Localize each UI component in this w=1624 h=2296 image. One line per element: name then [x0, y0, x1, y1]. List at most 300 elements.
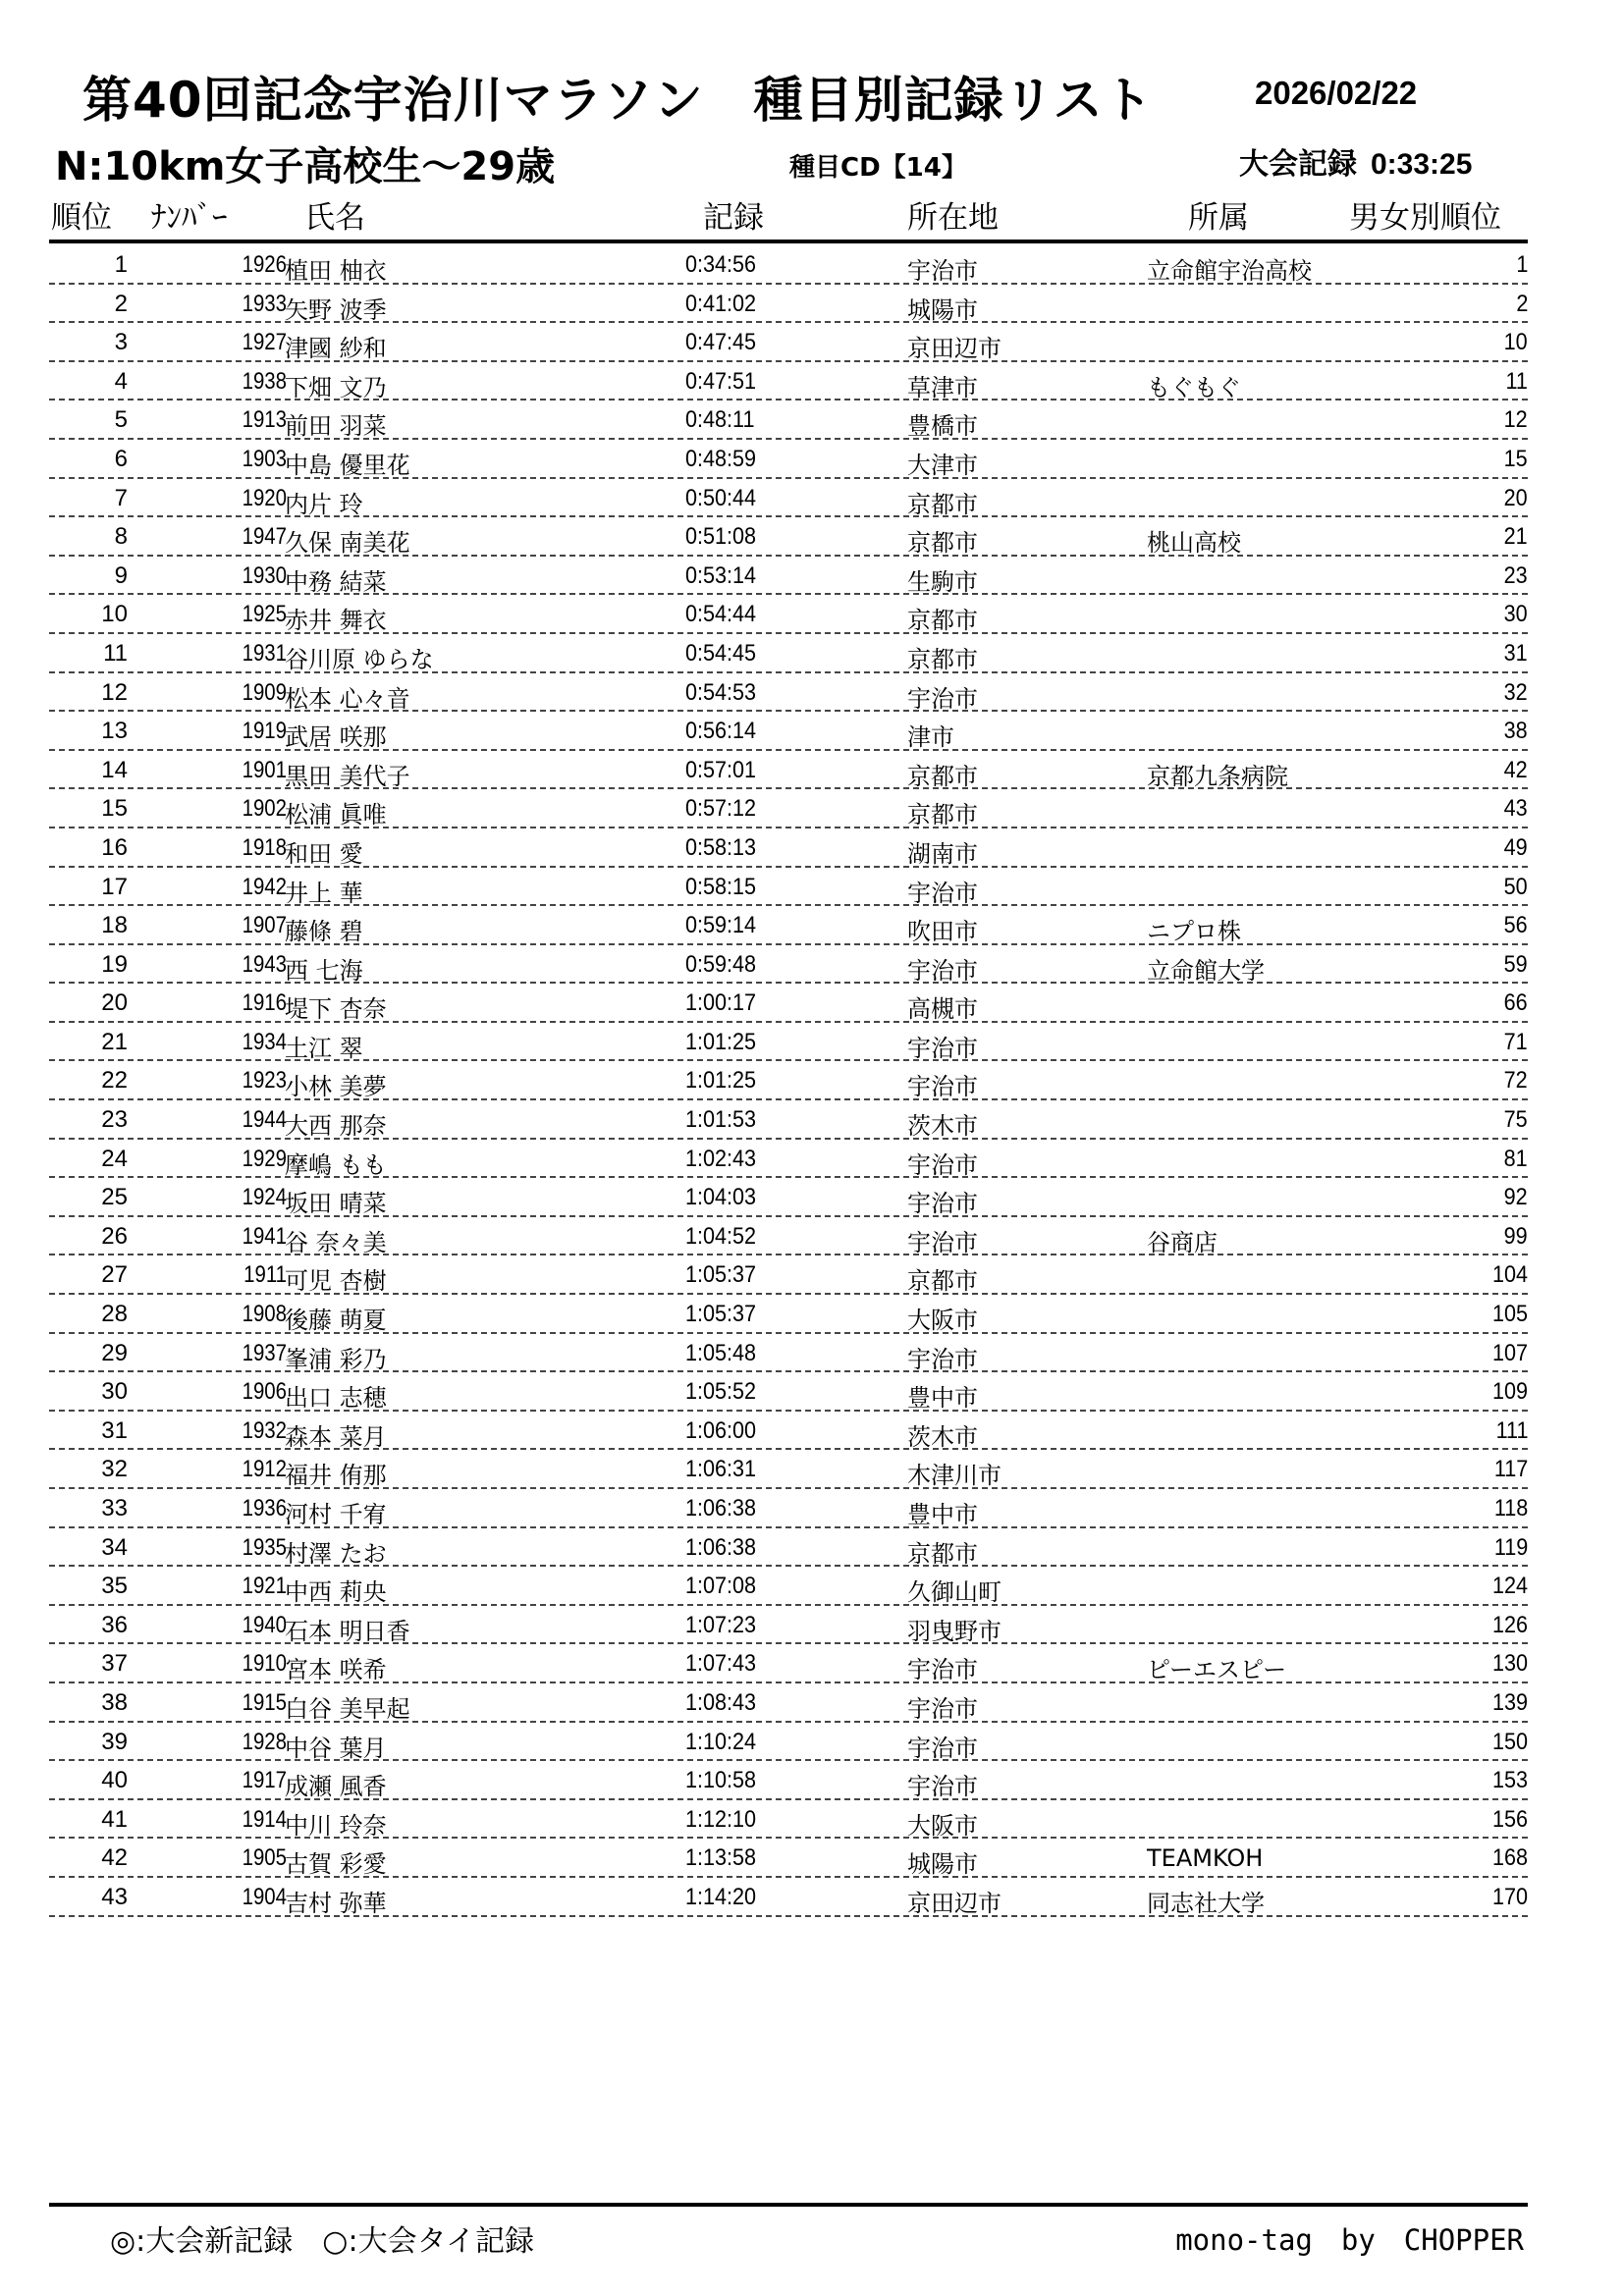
table-row: [49, 1761, 1528, 1800]
location-cell: 宇治市: [907, 956, 978, 985]
col-time: 記録: [703, 200, 764, 236]
bib-cell: 1925: [242, 601, 287, 628]
col-rank: 順位: [51, 200, 112, 236]
rank-cell: 9: [114, 561, 128, 589]
rank-cell: 23: [101, 1106, 128, 1134]
name-cell: 福井 侑那: [285, 1462, 387, 1490]
location-cell: 大阪市: [907, 1307, 978, 1335]
time-cell: 1:05:48: [685, 1339, 757, 1366]
bib-cell: 1926: [242, 251, 287, 278]
location-cell: 京田辺市: [907, 1889, 1001, 1917]
bib-cell: 1902: [242, 795, 287, 823]
name-cell: 土江 翠: [285, 1034, 363, 1062]
time-cell: 0:54:53: [685, 678, 757, 706]
rank-cell: 40: [101, 1767, 128, 1794]
gender-rank-cell: 168: [1491, 1844, 1528, 1872]
affiliation-cell: ピーエスピー: [1147, 1656, 1287, 1684]
time-cell: 1:07:23: [685, 1611, 757, 1638]
gender-rank-cell: 126: [1491, 1611, 1528, 1638]
rank-cell: 11: [103, 639, 128, 667]
rank-cell: 35: [101, 1573, 128, 1600]
gender-rank-cell: 71: [1503, 1028, 1528, 1055]
rank-cell: 28: [101, 1301, 128, 1328]
affiliation-cell: 桃山高校: [1147, 529, 1241, 558]
name-cell: 吉村 弥華: [285, 1889, 387, 1917]
affiliation-cell: 立命館大学: [1147, 956, 1265, 985]
name-cell: 中川 玲奈: [285, 1811, 387, 1840]
location-cell: 宇治市: [907, 1345, 978, 1373]
footer-rule: [49, 2203, 1528, 2207]
bib-cell: 1921: [242, 1573, 287, 1600]
bib-cell: 1914: [242, 1805, 287, 1833]
name-cell: 宮本 咲希: [285, 1656, 387, 1684]
name-cell: 村澤 たお: [285, 1539, 387, 1568]
table-row: [49, 1839, 1528, 1878]
gender-rank-cell: 49: [1503, 833, 1528, 861]
name-cell: 河村 千宥: [285, 1501, 387, 1528]
name-cell: 中谷 葉月: [285, 1734, 387, 1762]
meet-record-value: 0:33:25: [1371, 148, 1473, 181]
name-cell: 成瀬 風香: [285, 1773, 387, 1801]
name-cell: 白谷 美早起: [285, 1694, 410, 1723]
bib-cell: 1904: [242, 1883, 287, 1910]
gender-rank-cell: 31: [1503, 639, 1528, 667]
time-cell: 1:14:20: [685, 1883, 757, 1910]
table-row: [49, 1295, 1528, 1334]
table-row: [49, 868, 1528, 907]
location-cell: 宇治市: [907, 1228, 978, 1256]
location-cell: 京都市: [907, 801, 978, 829]
gender-rank-cell: 32: [1503, 678, 1528, 706]
gender-rank-cell: 56: [1503, 912, 1528, 939]
location-cell: 京都市: [907, 762, 978, 790]
name-cell: 谷川原 ゆらな: [285, 645, 434, 673]
location-cell: 宇治市: [907, 1034, 978, 1062]
location-cell: 宇治市: [907, 879, 978, 907]
location-cell: 羽曳野市: [907, 1617, 1001, 1645]
bib-cell: 1930: [242, 561, 287, 589]
time-cell: 0:57:12: [685, 795, 757, 823]
name-cell: 摩嶋 もも: [285, 1150, 387, 1179]
rank-cell: 39: [101, 1728, 128, 1755]
location-cell: 茨木市: [907, 1422, 978, 1451]
name-cell: 赤井 舞衣: [285, 607, 387, 635]
gender-rank-cell: 92: [1503, 1184, 1528, 1211]
location-cell: 宇治市: [907, 1150, 978, 1179]
location-cell: 豊中市: [907, 1501, 978, 1528]
credit: mono-tag by CHOPPER: [1175, 2223, 1524, 2257]
table-row: [49, 245, 1528, 285]
name-cell: 松本 心々音: [285, 684, 410, 713]
affiliation-cell: 立命館宇治高校: [1147, 257, 1312, 285]
table-row: [49, 1723, 1528, 1762]
table-row: [49, 285, 1528, 324]
bib-cell: 1927: [242, 329, 287, 356]
time-cell: 0:48:11: [685, 406, 755, 434]
rank-cell: 21: [101, 1028, 128, 1055]
bib-cell: 1940: [242, 1611, 287, 1638]
time-cell: 1:01:53: [685, 1106, 757, 1134]
time-cell: 1:02:43: [685, 1145, 757, 1172]
table-row: [49, 1528, 1528, 1568]
name-cell: 堤下 杏奈: [285, 995, 387, 1024]
affiliation-cell: 谷商店: [1147, 1228, 1218, 1256]
meet-record: [1239, 139, 1472, 183]
table-row: [49, 634, 1528, 673]
bib-cell: 1928: [242, 1728, 287, 1755]
rank-cell: 6: [114, 445, 128, 472]
gender-rank-cell: 111: [1495, 1416, 1528, 1444]
time-cell: 1:06:31: [685, 1456, 757, 1483]
table-row: [49, 1878, 1528, 1917]
name-cell: 後藤 萌夏: [285, 1307, 387, 1335]
rank-cell: 13: [101, 718, 128, 745]
bib-cell: 1918: [242, 833, 287, 861]
table-row: [49, 1372, 1528, 1412]
gender-rank-cell: 21: [1503, 523, 1528, 551]
event-code: 種目CD【14】: [789, 153, 967, 183]
table-row: [49, 1800, 1528, 1840]
affiliation-cell: 同志社大学: [1147, 1889, 1265, 1917]
bib-cell: 1919: [242, 718, 287, 745]
location-cell: 生駒市: [907, 567, 978, 596]
bib-cell: 1917: [242, 1767, 287, 1794]
col-location: 所在地: [907, 200, 999, 236]
bib-cell: 1901: [242, 756, 287, 783]
name-cell: 峯浦 彩乃: [285, 1345, 387, 1373]
table-row: [49, 1140, 1528, 1179]
gender-rank-cell: 117: [1493, 1456, 1528, 1483]
gender-rank-cell: 107: [1491, 1339, 1528, 1366]
gender-rank-cell: 139: [1491, 1688, 1528, 1716]
rank-cell: 3: [114, 329, 128, 356]
time-cell: 1:04:52: [685, 1222, 757, 1250]
gender-rank-cell: 15: [1503, 445, 1528, 472]
bib-cell: 1906: [242, 1378, 287, 1406]
time-cell: 1:05:37: [685, 1301, 757, 1328]
location-cell: 高槻市: [907, 995, 978, 1024]
name-cell: 武居 咲那: [285, 723, 387, 752]
bib-cell: 1944: [242, 1106, 287, 1134]
bib-cell: 1937: [242, 1339, 287, 1366]
rank-cell: 38: [101, 1688, 128, 1716]
gender-rank-cell: 12: [1503, 406, 1528, 434]
table-row: [49, 1567, 1528, 1606]
time-cell: 1:06:00: [685, 1416, 757, 1444]
col-affiliation: 所属: [1188, 200, 1249, 236]
time-cell: 1:07:08: [685, 1573, 757, 1600]
table-row: [49, 362, 1528, 401]
time-cell: 0:57:01: [685, 756, 757, 783]
time-cell: 1:08:43: [685, 1688, 757, 1716]
rank-cell: 31: [101, 1416, 128, 1444]
bib-cell: 1910: [242, 1650, 287, 1678]
name-cell: 和田 愛: [285, 839, 363, 868]
bib-cell: 1907: [242, 912, 287, 939]
table-row: [49, 906, 1528, 945]
table-row: [49, 323, 1528, 362]
time-cell: 1:01:25: [685, 1028, 757, 1055]
rank-cell: 20: [101, 989, 128, 1017]
location-cell: 京都市: [907, 490, 978, 518]
name-cell: 前田 羽菜: [285, 412, 387, 441]
location-cell: 京都市: [907, 607, 978, 635]
rank-cell: 37: [101, 1650, 128, 1678]
bib-cell: 1915: [242, 1688, 287, 1716]
location-cell: 津市: [907, 723, 954, 752]
gender-rank-cell: 72: [1503, 1067, 1528, 1095]
name-cell: 出口 志穂: [285, 1384, 387, 1413]
bib-cell: 1924: [242, 1184, 287, 1211]
table-row: [49, 440, 1528, 479]
time-cell: 0:53:14: [685, 561, 757, 589]
bib-cell: 1916: [242, 989, 287, 1017]
table-row: [49, 1255, 1528, 1295]
gender-rank-cell: 109: [1491, 1378, 1528, 1406]
location-cell: 宇治市: [907, 1073, 978, 1101]
location-cell: 豊橋市: [907, 412, 978, 441]
gender-rank-cell: 11: [1505, 367, 1528, 395]
time-cell: 0:47:45: [685, 329, 757, 356]
rank-cell: 43: [101, 1883, 128, 1910]
gender-rank-cell: 20: [1503, 484, 1528, 511]
table-row: [49, 517, 1528, 557]
time-cell: 0:50:44: [685, 484, 757, 511]
table-row: [49, 1450, 1528, 1489]
table-row: [49, 557, 1528, 596]
time-cell: 1:04:03: [685, 1184, 757, 1211]
location-cell: 宇治市: [907, 257, 978, 285]
rank-cell: 10: [101, 601, 128, 628]
table-row: [49, 1683, 1528, 1723]
location-cell: 宇治市: [907, 684, 978, 713]
table-row: [49, 751, 1528, 790]
bib-cell: 1934: [242, 1028, 287, 1055]
location-cell: 京都市: [907, 1539, 978, 1568]
time-cell: 1:06:38: [685, 1495, 757, 1522]
time-cell: 0:51:08: [685, 523, 757, 551]
location-cell: 吹田市: [907, 918, 978, 946]
table-row: [49, 1412, 1528, 1451]
rank-cell: 8: [114, 523, 128, 551]
rank-cell: 15: [101, 795, 128, 823]
affiliation-cell: TEAMKOH: [1147, 1844, 1264, 1873]
bib-cell: 1903: [242, 445, 287, 472]
bib-cell: 1938: [242, 367, 287, 395]
gender-rank-cell: 118: [1493, 1495, 1528, 1522]
gender-rank-cell: 99: [1503, 1222, 1528, 1250]
col-name: 氏名: [304, 200, 365, 236]
gender-rank-cell: 170: [1491, 1883, 1528, 1910]
name-cell: 中務 結菜: [285, 567, 387, 596]
rank-cell: 25: [101, 1184, 128, 1211]
rank-cell: 36: [101, 1611, 128, 1638]
rank-cell: 24: [101, 1145, 128, 1172]
location-cell: 城陽市: [907, 295, 978, 324]
table-row: [49, 984, 1528, 1023]
bib-cell: 1909: [242, 678, 287, 706]
location-cell: 木津川市: [907, 1462, 1001, 1490]
col-bib: ﾅﾝﾊﾞｰ: [151, 200, 228, 236]
location-cell: 久御山町: [907, 1578, 1001, 1607]
rank-cell: 1: [114, 251, 128, 278]
gender-rank-cell: 10: [1503, 329, 1528, 356]
time-cell: 1:10:24: [685, 1728, 757, 1755]
table-row: [49, 945, 1528, 985]
location-cell: 京都市: [907, 1267, 978, 1296]
table-row: [49, 828, 1528, 868]
bib-cell: 1941: [242, 1222, 287, 1250]
table-row: [49, 595, 1528, 634]
rank-cell: 26: [101, 1222, 128, 1250]
rank-cell: 34: [101, 1533, 128, 1561]
name-cell: 大西 那奈: [285, 1112, 387, 1141]
name-cell: 津國 紗和: [285, 335, 387, 363]
location-cell: 京都市: [907, 645, 978, 673]
rank-cell: 4: [114, 367, 128, 395]
report-date: 2026/02/22: [1255, 75, 1418, 111]
table-header: [0, 192, 1624, 240]
time-cell: 1:06:38: [685, 1533, 757, 1561]
gender-rank-cell: 150: [1491, 1728, 1528, 1755]
rank-cell: 5: [114, 406, 128, 434]
rank-cell: 14: [101, 756, 128, 783]
rank-cell: 33: [101, 1495, 128, 1522]
results-table: [0, 245, 1624, 1917]
bib-cell: 1942: [242, 873, 287, 900]
name-cell: 森本 菜月: [285, 1422, 387, 1451]
location-cell: 大阪市: [907, 1811, 978, 1840]
time-cell: 0:48:59: [685, 445, 757, 472]
gender-rank-cell: 59: [1503, 950, 1528, 978]
meet-record-label: 大会記録: [1239, 147, 1357, 182]
time-cell: 0:58:15: [685, 873, 757, 900]
location-cell: 宇治市: [907, 1656, 978, 1684]
table-row: [49, 1606, 1528, 1645]
time-cell: 0:54:44: [685, 601, 757, 628]
time-cell: 1:00:17: [685, 989, 757, 1017]
rank-cell: 42: [101, 1844, 128, 1872]
table-row: [49, 1489, 1528, 1528]
gender-rank-cell: 119: [1493, 1533, 1528, 1561]
gender-rank-cell: 105: [1491, 1301, 1528, 1328]
gender-rank-cell: 50: [1503, 873, 1528, 900]
gender-rank-cell: 1: [1515, 251, 1528, 278]
name-cell: 松浦 眞唯: [285, 801, 387, 829]
location-cell: 宇治市: [907, 1190, 978, 1218]
location-cell: 京都市: [907, 529, 978, 558]
table-row: [49, 1100, 1528, 1140]
bib-cell: 1905: [242, 1844, 287, 1872]
gender-rank-cell: 23: [1503, 561, 1528, 589]
name-cell: 中西 莉央: [285, 1578, 387, 1607]
rank-cell: 18: [101, 912, 128, 939]
table-row: [49, 1178, 1528, 1217]
rank-cell: 29: [101, 1339, 128, 1366]
gender-rank-cell: 42: [1503, 756, 1528, 783]
gender-rank-cell: 2: [1515, 290, 1528, 317]
location-cell: 茨木市: [907, 1112, 978, 1141]
location-cell: 城陽市: [907, 1850, 978, 1879]
affiliation-cell: ニプロ株: [1147, 918, 1241, 946]
gender-rank-cell: 75: [1503, 1106, 1528, 1134]
table-row: [49, 1334, 1528, 1373]
bib-cell: 1932: [242, 1416, 287, 1444]
bib-cell: 1912: [242, 1456, 287, 1483]
time-cell: 1:12:10: [685, 1805, 757, 1833]
time-cell: 1:10:58: [685, 1767, 757, 1794]
name-cell: 石本 明日香: [285, 1617, 410, 1645]
rank-cell: 7: [114, 484, 128, 511]
table-row: [49, 1061, 1528, 1100]
legend: ◎:大会新記録 ○:大会タイ記録: [110, 2224, 534, 2259]
name-cell: 藤條 碧: [285, 918, 363, 946]
name-cell: 小林 美夢: [285, 1073, 387, 1101]
table-row: [49, 673, 1528, 713]
bib-cell: 1943: [242, 950, 287, 978]
name-cell: 植田 柚衣: [285, 257, 387, 285]
name-cell: 黒田 美代子: [285, 762, 410, 790]
bib-cell: 1920: [242, 484, 287, 511]
bib-cell: 1913: [242, 406, 287, 434]
table-row: [49, 400, 1528, 440]
bib-cell: 1947: [242, 523, 287, 551]
gender-rank-cell: 43: [1503, 795, 1528, 823]
rank-cell: 19: [101, 950, 128, 978]
time-cell: 0:58:13: [685, 833, 757, 861]
bib-cell: 1911: [244, 1261, 287, 1289]
bib-cell: 1935: [242, 1533, 287, 1561]
time-cell: 0:34:56: [685, 251, 757, 278]
name-cell: 下畑 文乃: [285, 373, 387, 401]
rank-cell: 41: [101, 1805, 128, 1833]
rank-cell: 32: [101, 1456, 128, 1483]
name-cell: 久保 南美花: [285, 529, 410, 558]
rank-cell: 30: [101, 1378, 128, 1406]
time-cell: 1:13:58: [685, 1844, 757, 1872]
affiliation-cell: 京都九条病院: [1147, 762, 1288, 790]
time-cell: 0:47:51: [685, 367, 757, 395]
gender-rank-cell: 124: [1491, 1573, 1528, 1600]
bib-cell: 1936: [242, 1495, 287, 1522]
event-name: N:10km女子高校生～29歳: [55, 144, 556, 189]
name-cell: 井上 華: [285, 879, 363, 907]
gender-rank-cell: 130: [1491, 1650, 1528, 1678]
gender-rank-cell: 30: [1503, 601, 1528, 628]
time-cell: 0:54:45: [685, 639, 757, 667]
table-row: [49, 789, 1528, 828]
time-cell: 0:41:02: [685, 290, 757, 317]
location-cell: 豊中市: [907, 1384, 978, 1413]
time-cell: 1:01:25: [685, 1067, 757, 1095]
location-cell: 湖南市: [907, 839, 978, 868]
table-row: [49, 1217, 1528, 1256]
gender-rank-cell: 153: [1491, 1767, 1528, 1794]
name-cell: 中島 優里花: [285, 451, 410, 479]
name-cell: 坂田 晴菜: [285, 1190, 387, 1218]
gender-rank-cell: 104: [1491, 1261, 1528, 1289]
rank-cell: 17: [101, 873, 128, 900]
gender-rank-cell: 156: [1491, 1805, 1528, 1833]
time-cell: 0:59:14: [685, 912, 757, 939]
gender-rank-cell: 66: [1503, 989, 1528, 1017]
location-cell: 宇治市: [907, 1694, 978, 1723]
bib-cell: 1929: [242, 1145, 287, 1172]
location-cell: 京田辺市: [907, 335, 1001, 363]
col-gender-rank: 男女別順位: [1349, 200, 1501, 236]
time-cell: 1:07:43: [685, 1650, 757, 1678]
name-cell: 西 七海: [285, 956, 363, 985]
